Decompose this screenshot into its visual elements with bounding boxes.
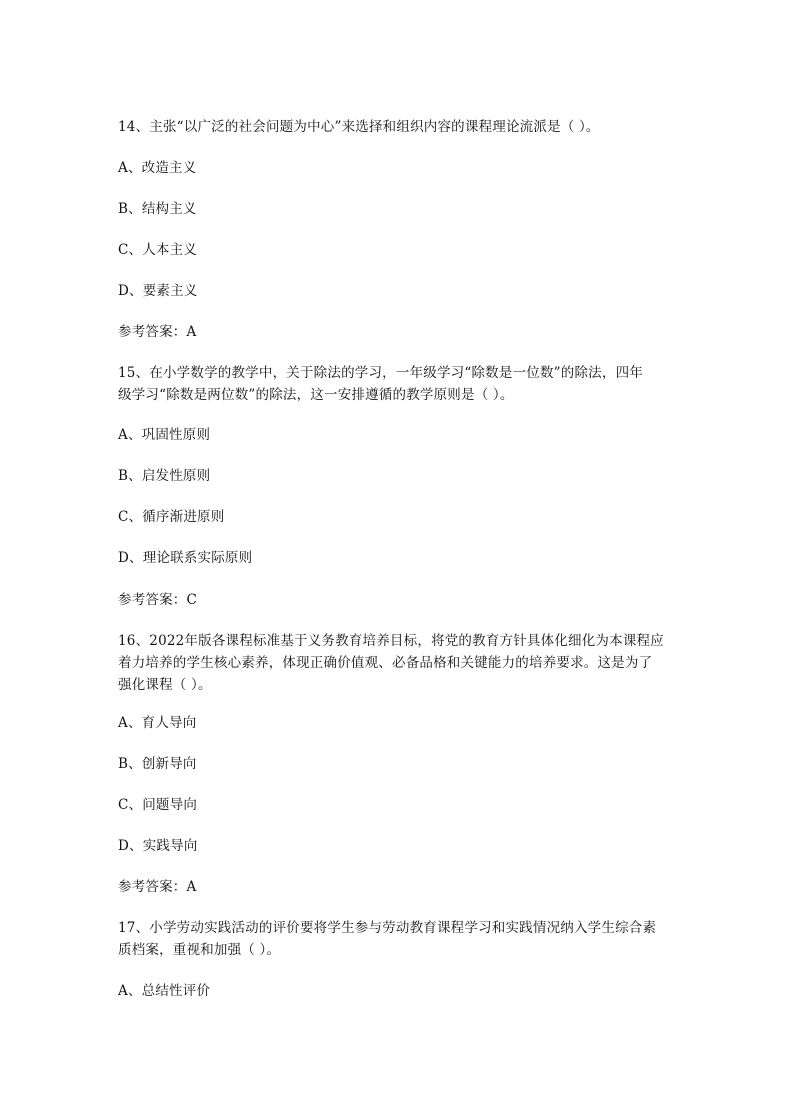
question-15-option-c: C、循序渐进原则 xyxy=(118,509,225,525)
question-15-stem-line-1: 15、在小学数学的教学中，关于除法的学习，一年级学习“除数是一位数”的除法，四年 xyxy=(118,365,643,381)
question-15-option-a: A、巩固性原则 xyxy=(118,427,211,443)
question-15-option-d: D、理论联系实际原则 xyxy=(118,550,253,566)
question-16-stem-line-2: 着力培养的学生核心素养，体现正确价值观、必备品格和关键能力的培养要求。这是为了 xyxy=(118,655,653,671)
question-17-stem-line-1: 17、小学劳动实践活动的评价要将学生参与劳动教育课程学习和实践情况纳入学生综合素 xyxy=(118,920,657,936)
question-16-stem-line-3: 强化课程（ ）。 xyxy=(118,677,212,693)
question-16-option-a: A、育人导向 xyxy=(118,715,197,731)
question-16-stem-line-1: 16、2022年版各课程标准基于义务教育培养目标，将党的教育方针具体化细化为本课程应 xyxy=(118,633,664,649)
question-14-option-d: D、要素主义 xyxy=(118,283,198,299)
question-17-stem-line-2: 质档案，重视和加强（ ）。 xyxy=(118,942,281,958)
question-14-answer: 参考答案：A xyxy=(118,324,197,340)
question-15-stem-line-2: 级学习“除数是两位数”的除法，这一安排遵循的教学原则是（ ）。 xyxy=(118,387,514,403)
question-14-option-b: B、结构主义 xyxy=(118,201,197,217)
question-14-option-c: C、人本主义 xyxy=(118,242,198,258)
question-14-option-a: A、改造主义 xyxy=(118,160,197,176)
question-16-option-d: D、实践导向 xyxy=(118,838,198,854)
question-15-answer: 参考答案：C xyxy=(118,592,198,608)
question-16-option-c: C、问题导向 xyxy=(118,797,198,813)
question-16-answer: 参考答案：A xyxy=(118,879,197,895)
question-16-option-b: B、创新导向 xyxy=(118,756,197,772)
question-14-stem-line-1: 14、主张“以广泛的社会问题为中心”来选择和组织内容的课程理论流派是（ ）。 xyxy=(118,119,600,135)
question-17-option-a: A、总结性评价 xyxy=(118,983,211,999)
question-15-option-b: B、启发性原则 xyxy=(118,468,211,484)
